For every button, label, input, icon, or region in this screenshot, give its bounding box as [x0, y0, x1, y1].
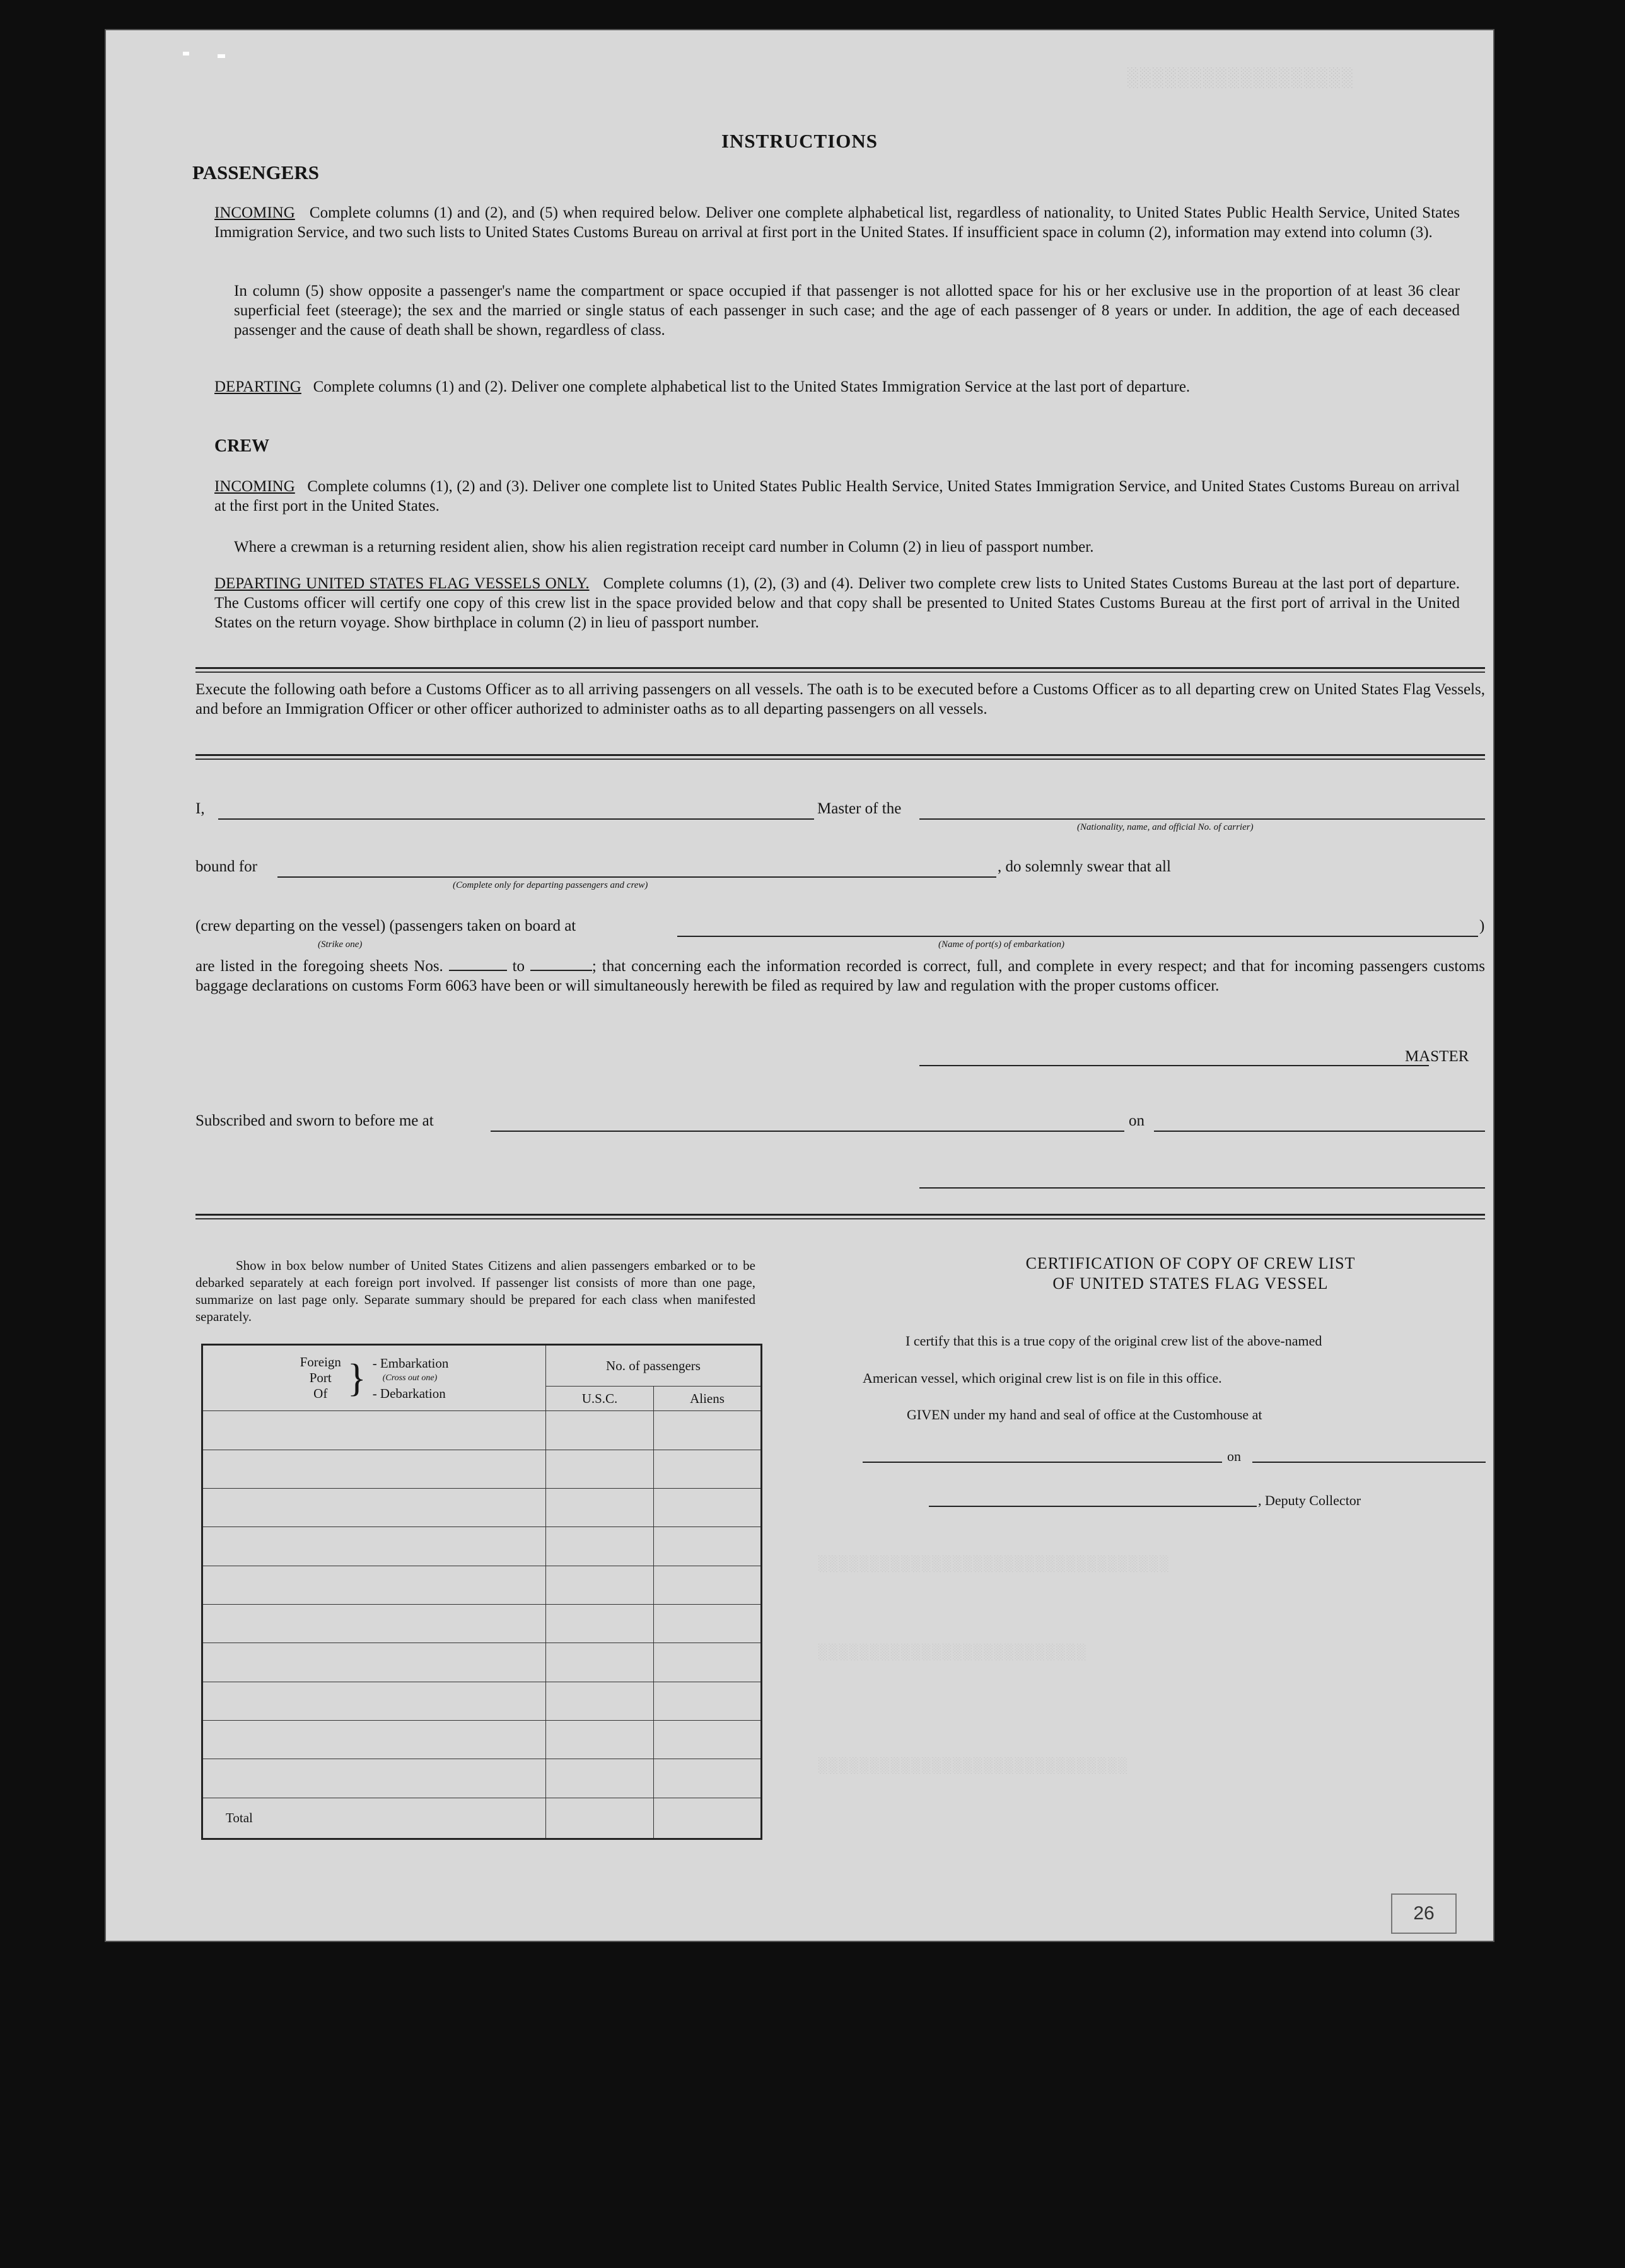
- aliens-header: Aliens: [654, 1387, 762, 1411]
- nationality-caption: (Nationality, name, and official No. of carrier): [1077, 822, 1254, 832]
- aliens-cell[interactable]: [654, 1643, 762, 1682]
- subscribed-label: Subscribed and sworn to before me at: [195, 1112, 434, 1129]
- port-cell[interactable]: [202, 1759, 546, 1798]
- bleed-through: ░░░░░░░░░░░░░░░░░░░░░░░░░░: [818, 1644, 1088, 1661]
- table-row: [202, 1604, 762, 1643]
- aliens-cell[interactable]: [654, 1682, 762, 1720]
- port-word: Port: [309, 1370, 332, 1386]
- total-usc-cell[interactable]: [546, 1798, 654, 1839]
- oath-intro: Execute the following oath before a Customs Officer as to all arriving passengers on all vessels. The oath is to be executed before a Customs Officer as to all departing crew on United States Flag Vessels, and before an Immigration Officer or other officer authorized to administer oaths as to all departing passengers on all vessels.: [195, 681, 1485, 718]
- bleed-through: ░░░░░░░░░░░░░░░░░░░░░░░░░░░░░░: [818, 1758, 1129, 1775]
- bound-for-line[interactable]: [277, 876, 996, 878]
- table-row: [202, 1643, 762, 1682]
- foreign-port-header: [202, 1345, 546, 1411]
- carrier-line[interactable]: [919, 818, 1485, 820]
- crew-incoming-label: INCOMING: [214, 478, 295, 495]
- summary-intro: Show in box below number of United States Citizens and alien passengers embarked or to be debarked separately at each foreign port involved. If passenger list consists of more than one page, summarize on last page only. Separate summary should be prepared for each class when manifested separately.: [195, 1258, 755, 1324]
- divider: [195, 754, 1485, 756]
- port-cell[interactable]: [202, 1566, 546, 1604]
- usc-cell[interactable]: [546, 1720, 654, 1759]
- certify-text-b: American vessel, which original crew list is on file in this office.: [863, 1370, 1222, 1386]
- departing-label: DEPARTING: [214, 378, 301, 395]
- crewman-paragraph: Where a crewman is a returning resident alien, show his alien registration receipt card number in Column (2) in lieu of passport number.: [234, 538, 1094, 555]
- table-row: [202, 1527, 762, 1566]
- sworn-place-line[interactable]: [491, 1131, 1124, 1132]
- port-cell[interactable]: [202, 1527, 546, 1566]
- usc-cell[interactable]: [546, 1682, 654, 1720]
- sworn-date-line[interactable]: [1154, 1131, 1485, 1132]
- aliens-cell[interactable]: [654, 1450, 762, 1488]
- sworn-on-label: on: [1129, 1112, 1144, 1129]
- of-word: Of: [313, 1386, 328, 1402]
- flag-vessels-text: Complete columns (1), (2), (3) and (4). Deliver two complete crew lists to United States Customs Bureau at the last port of departure. The Customs officer will certify one copy of this crew list in the space provided below and that copy shall be presented to United States Customs Bureau at the first port of arrival in the United States on the return voyage. Show birthplace in column (2) in lieu of passport number.: [214, 575, 1460, 631]
- customhouse-line[interactable]: [863, 1462, 1222, 1463]
- aliens-cell[interactable]: [654, 1720, 762, 1759]
- certify-text-a: I certify that this is a true copy of the original crew list of the above-named: [906, 1333, 1322, 1349]
- table-row: [202, 1411, 762, 1450]
- divider: [195, 667, 1485, 669]
- oath-i-label: I,: [195, 800, 205, 817]
- column5-paragraph: In column (5) show opposite a passenger's name the compartment or space occupied if that passenger is not allotted space for his or her exclusive use in the proportion of at least 36 clear superficial feet (steerage); the sex and the married or single status of each passenger in such case; and the age of each passenger of 8 years or under. In addition, the age of each deceased passenger and the cause of death shall be shown, regardless of class.: [234, 282, 1460, 339]
- divider: [195, 1218, 1485, 1219]
- bleed-through: ░░░░░░░░░░░░░░░░░░: [1127, 68, 1355, 90]
- table-row: [202, 1566, 762, 1604]
- bleed-through: ░░░░░░░░░░░░░░░░░░░░░░░░░░░░░░░░░░: [818, 1556, 1170, 1573]
- table-row: [202, 1488, 762, 1527]
- port-cell[interactable]: [202, 1488, 546, 1527]
- certification-title-line1: CERTIFICATION OF COPY OF CREW LIST: [1025, 1254, 1356, 1272]
- deputy-signature-line[interactable]: [929, 1506, 1257, 1507]
- foreign-word: Foreign: [300, 1354, 341, 1370]
- passengers-incoming-paragraph: [214, 203, 1460, 242]
- brace-glyph: }: [347, 1356, 366, 1400]
- certification-title-line2: OF UNITED STATES FLAG VESSEL: [1052, 1274, 1329, 1293]
- aliens-cell[interactable]: [654, 1759, 762, 1798]
- sheet-from-field[interactable]: [449, 970, 507, 971]
- port-cell[interactable]: [202, 1682, 546, 1720]
- listed-text-b: ; that concerning each the information recorded is correct, full, and complete in every respect; and that for incoming passengers customs baggage declarations on customs Form 6063 have been or will simultaneously herewith be filed as required by law and regulation with the proper customs officer.: [195, 958, 1486, 994]
- usc-cell[interactable]: [546, 1643, 654, 1682]
- port-cell[interactable]: [202, 1720, 546, 1759]
- crew-incoming-paragraph: [214, 477, 1460, 516]
- no-of-passengers-header: No. of passengers: [546, 1345, 762, 1387]
- aliens-cell[interactable]: [654, 1411, 762, 1450]
- given-text: GIVEN under my hand and seal of office at the Customhouse at: [907, 1407, 1262, 1422]
- flag-vessels-paragraph: [214, 574, 1460, 632]
- scan-speck: [218, 54, 225, 58]
- embarkation-label: - Embarkation: [372, 1355, 449, 1371]
- page-number: 26: [1391, 1893, 1457, 1934]
- port-cell[interactable]: [202, 1643, 546, 1682]
- divider: [195, 1214, 1485, 1216]
- table-row: [202, 1450, 762, 1488]
- total-row: [202, 1798, 762, 1839]
- departing-text: Complete columns (1) and (2). Deliver one complete alphabetical list to the United States Immigration Service at the last port of departure.: [313, 378, 1191, 395]
- passenger-summary-table: [201, 1344, 762, 1840]
- port-cell[interactable]: [202, 1604, 546, 1643]
- deputy-collector-label: , Deputy Collector: [1258, 1492, 1361, 1508]
- aliens-cell[interactable]: [654, 1488, 762, 1527]
- close-paren: ): [1479, 917, 1485, 934]
- port-cell[interactable]: [202, 1411, 546, 1450]
- bound-for-label: bound for: [195, 858, 257, 875]
- crew-header: CREW: [214, 436, 270, 456]
- crew-incoming-text: Complete columns (1), (2) and (3). Deliver one complete list to United States Public Health Service, United States Immigration Service, and United States Customs Bureau on arrival at the first port in the United States.: [214, 478, 1460, 515]
- usc-cell[interactable]: [546, 1411, 654, 1450]
- passengers-departing-paragraph: [214, 377, 1460, 397]
- complete-only-caption: (Complete only for departing passengers and crew): [453, 880, 648, 890]
- usc-header: U.S.C.: [546, 1387, 654, 1411]
- certification-date-line[interactable]: [1252, 1462, 1486, 1463]
- port-caption: (Name of port(s) of embarkation): [938, 939, 1064, 950]
- summary-header-row: [202, 1345, 762, 1387]
- listed-to: to: [512, 958, 525, 975]
- port-embarkation-line[interactable]: [677, 936, 1478, 937]
- strike-one-caption: (Strike one): [318, 939, 363, 950]
- flag-vessels-label: DEPARTING UNITED STATES FLAG VESSELS ONLY.: [214, 575, 590, 592]
- officer-signature-line[interactable]: [919, 1187, 1485, 1189]
- incoming-text: Complete columns (1) and (2), and (5) when required below. Deliver one complete alphabetical list, regardless of nationality, to United States Public Health Service, United States Immigration Service, and two such lists to United States Customs Bureau on arrival at first port in the United States. If insufficient space in column (2), information may extend into column (3).: [214, 204, 1460, 241]
- instructions-title: INSTRUCTIONS: [721, 130, 878, 152]
- certification-title: [875, 1253, 1506, 1294]
- master-label: MASTER: [1405, 1048, 1469, 1065]
- passengers-header: PASSENGERS: [192, 161, 319, 183]
- usc-cell[interactable]: [546, 1450, 654, 1488]
- divider: [195, 759, 1485, 760]
- master-name-line[interactable]: [218, 818, 814, 820]
- usc-cell[interactable]: [546, 1759, 654, 1798]
- certification-on-label: on: [1227, 1448, 1241, 1464]
- debarkation-label: - Debarkation: [372, 1385, 446, 1401]
- swear-text: , do solemnly swear that all: [998, 858, 1171, 875]
- master-signature-line[interactable]: [919, 1065, 1429, 1066]
- usc-cell[interactable]: [546, 1604, 654, 1643]
- crew-departing-text: (crew departing on the vessel) (passengers taken on board at: [195, 917, 576, 934]
- table-row: [202, 1682, 762, 1720]
- usc-cell[interactable]: [546, 1566, 654, 1604]
- incoming-label: INCOMING: [214, 204, 295, 221]
- total-aliens-cell[interactable]: [654, 1798, 762, 1839]
- scan-speck: [183, 52, 189, 55]
- sheet-to-field[interactable]: [530, 970, 592, 971]
- port-cell[interactable]: [202, 1450, 546, 1488]
- usc-cell[interactable]: [546, 1488, 654, 1527]
- listed-paragraph: [195, 957, 1485, 996]
- master-of-label: Master of the: [817, 800, 902, 817]
- aliens-cell[interactable]: [654, 1566, 762, 1604]
- usc-cell[interactable]: [546, 1527, 654, 1566]
- table-row: [202, 1759, 762, 1798]
- total-label: Total: [202, 1798, 546, 1839]
- listed-text-a: are listed in the foregoing sheets Nos.: [195, 958, 443, 975]
- aliens-cell[interactable]: [654, 1604, 762, 1643]
- aliens-cell[interactable]: [654, 1527, 762, 1566]
- cross-out-caption: (Cross out one): [382, 1373, 438, 1383]
- divider: [195, 672, 1485, 673]
- document-page: [106, 30, 1493, 1941]
- table-row: [202, 1720, 762, 1759]
